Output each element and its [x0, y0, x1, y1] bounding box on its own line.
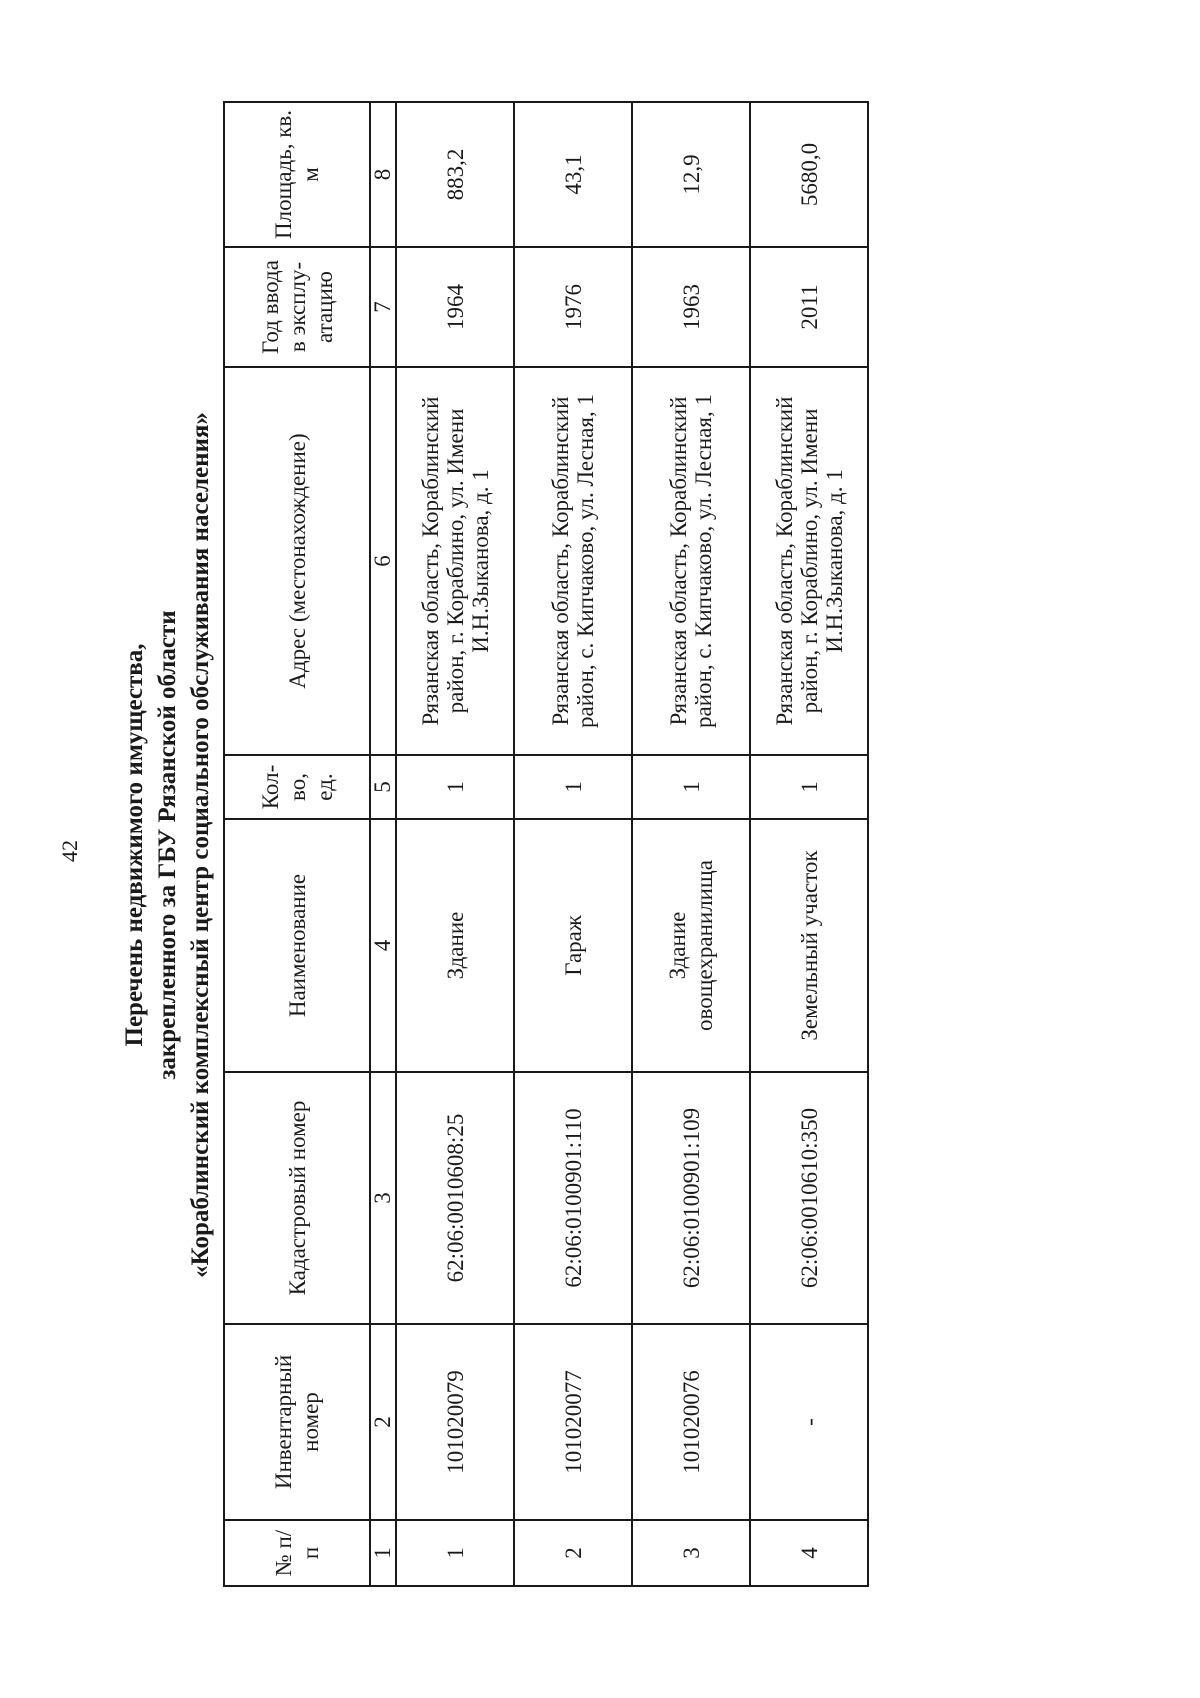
area-cell: 883,2	[396, 102, 514, 247]
column-number: 4	[370, 819, 396, 1072]
address-cell: Рязанская область, Кораблинский район, г. Кораблино, ул. Имени И.Н.Зыканова, д. 1	[750, 367, 868, 755]
row-number-cell: 2	[514, 1520, 632, 1586]
table-row	[514, 102, 632, 1586]
column-number: 3	[370, 1072, 396, 1324]
cadastral-number-cell: 62:06:0010610:350	[750, 1072, 868, 1324]
area-cell: 12,9	[632, 102, 750, 247]
inventory-number-cell: 101020076	[632, 1324, 750, 1520]
cadastral-number-cell: 62:06:0100901:110	[514, 1072, 632, 1324]
year-cell: 1976	[514, 247, 632, 367]
table-row	[396, 102, 514, 1586]
column-number: 8	[370, 102, 396, 247]
header-cell: Инвентарный номер	[224, 1324, 370, 1520]
quantity-cell: 1	[396, 755, 514, 819]
header-cell: № п/п	[224, 1520, 370, 1586]
column-number: 5	[370, 755, 396, 819]
table-row	[750, 102, 868, 1586]
address-cell: Рязанская область, Кораблинский район, с. Кипчаково, ул. Лесная, 1	[514, 367, 632, 755]
header-row	[224, 102, 370, 1586]
header-cell: Год ввода в эксплу-атацию	[224, 247, 370, 367]
name-cell: Здание	[396, 819, 514, 1072]
year-cell: 1964	[396, 247, 514, 367]
column-number: 1	[370, 1520, 396, 1586]
inventory-number-cell: 101020079	[396, 1324, 514, 1520]
header-cell: Адрес (местонахождение)	[224, 367, 370, 755]
page-number: 42	[57, 840, 82, 862]
row-number-cell: 3	[632, 1520, 750, 1586]
cadastral-number-cell: 62:06:0100901:109	[632, 1072, 750, 1324]
row-number-cell: 1	[396, 1520, 514, 1586]
quantity-cell: 1	[514, 755, 632, 819]
header-cell: Кол-во, ед.	[224, 755, 370, 819]
title-line-2: закрепленного за ГБУ Рязанской области	[154, 610, 181, 1080]
row-number-cell: 4	[750, 1520, 868, 1586]
address-cell: Рязанская область, Кораблинский район, с. Кипчаково, ул. Лесная, 1	[632, 367, 750, 755]
cadastral-number-cell: 62:06:0010608:25	[396, 1072, 514, 1324]
name-cell: Здание овощехранилища	[632, 819, 750, 1072]
inventory-number-cell: -	[750, 1324, 868, 1520]
name-cell: Гараж	[514, 819, 632, 1072]
quantity-cell: 1	[750, 755, 868, 819]
address-cell: Рязанская область, Кораблинский район, г. Кораблино, ул. Имени И.Н.Зыканова, д. 1	[396, 367, 514, 755]
property-table	[223, 101, 869, 1587]
quantity-cell: 1	[632, 755, 750, 819]
table-row	[632, 102, 750, 1586]
area-cell: 5680,0	[750, 102, 868, 247]
column-number-row	[370, 102, 396, 1586]
header-cell: Кадастровый номер	[224, 1072, 370, 1324]
inventory-number-cell: 101020077	[514, 1324, 632, 1520]
area-cell: 43,1	[514, 102, 632, 247]
header-cell: Наименование	[224, 819, 370, 1072]
document-title	[112, 75, 223, 1615]
title-line-1: Перечень недвижимого имущества,	[121, 643, 148, 1047]
column-number: 6	[370, 367, 396, 755]
year-cell: 2011	[750, 247, 868, 367]
property-table-wrapper	[223, 75, 869, 1587]
column-number: 2	[370, 1324, 396, 1520]
name-cell: Земельный участок	[750, 819, 868, 1072]
rotated-page-content	[112, 75, 892, 1615]
header-cell: Площадь, кв. м	[224, 102, 370, 247]
title-line-3: «Кораблинский комплексный центр социального обслуживания населения»	[187, 412, 214, 1278]
year-cell: 1963	[632, 247, 750, 367]
column-number: 7	[370, 247, 396, 367]
